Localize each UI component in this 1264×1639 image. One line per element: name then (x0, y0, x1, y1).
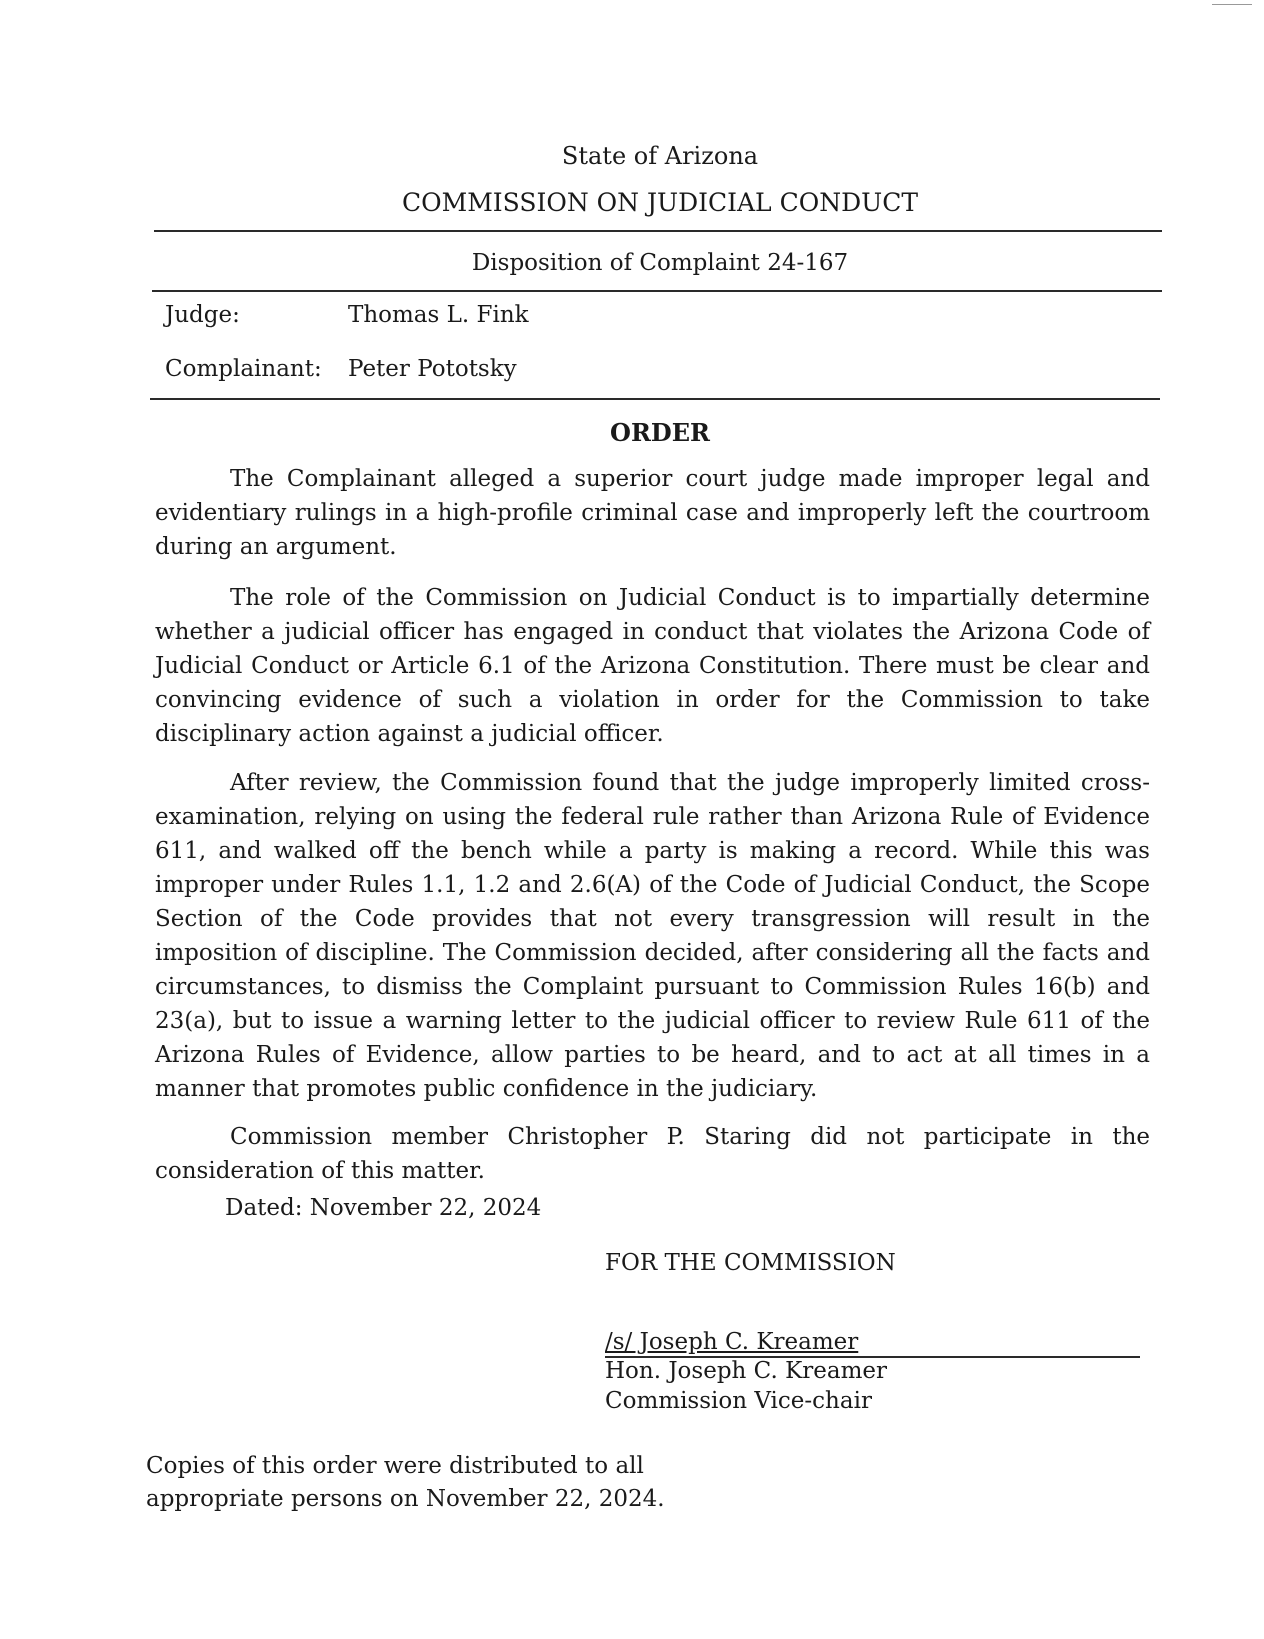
complainant-name: Peter Pototsky (348, 356, 517, 382)
judge-name: Thomas L. Fink (348, 302, 529, 328)
order-paragraph: Commission member Christopher P. Staring did not participate in the consideration of this matter. (155, 1124, 1150, 1184)
divider (150, 398, 1160, 400)
divider (152, 290, 1162, 292)
disposition-heading: Disposition of Complaint 24-167 (471, 250, 849, 276)
commission-heading: COMMISSION ON JUDICIAL CONDUCT (401, 188, 919, 217)
electronic-signature: /s/ Joseph C. Kreamer (605, 1329, 859, 1355)
complainant-label: Complainant: (165, 356, 322, 382)
order-paragraph: The role of the Commission on Judicial Conduct is to impartially determine whether a judicial officer has engaged in conduct that violates the Arizona Code of Judicial Conduct or Article 6.1 of the Arizona Constitution. There must be clear and convincing evidence of such a violation in order for the Commission to take disciplinary action against a judicial officer. (155, 585, 1150, 747)
order-paragraph: After review, the Commission found that the judge improperly limited cross-examination, relying on using the federal rule rather than Arizona Rule of Evidence 611, and walked off the bench while a party is making a record. While this was improper under Rules 1.1, 1.2 and 2.6(A) of the Code of Judicial Conduct, the Scope Section of the Code provides that not every transgression will result in the imposition of discipline. The Commission decided, after considering all the facts and circumstances, to dismiss the Complaint pursuant to Commission Rules 16(b) and 23(a), but to issue a warning letter to the judicial officer to review Rule 611 of the Arizona Rules of Evidence, allow parties to be heard, and to act at all times in a manner that promotes public confidence in the judiciary. (155, 770, 1150, 1102)
for-commission: FOR THE COMMISSION (605, 1250, 896, 1276)
dated-line: Dated: November 22, 2024 (225, 1195, 542, 1221)
distribution-line: Copies of this order were distributed to all (146, 1453, 644, 1479)
divider (154, 230, 1162, 232)
distribution-line: appropriate persons on November 22, 2024. (146, 1486, 665, 1512)
order-paragraph: The Complainant alleged a superior court judge made improper legal and evidentiary rulings in a high-profile criminal case and improperly left the courtroom during an argument. (155, 466, 1150, 560)
judge-row (165, 302, 529, 328)
judge-label: Judge: (165, 302, 240, 328)
signer-name: Hon. Joseph C. Kreamer (605, 1358, 887, 1384)
signature-line (605, 1328, 1140, 1358)
state-heading: State of Arizona (561, 142, 759, 170)
scan-corner-mark (1212, 4, 1252, 5)
order-title: ORDER (610, 418, 710, 447)
distribution-note (146, 1450, 676, 1516)
signer-title: Commission Vice-chair (605, 1388, 872, 1414)
complainant-row (165, 356, 517, 382)
